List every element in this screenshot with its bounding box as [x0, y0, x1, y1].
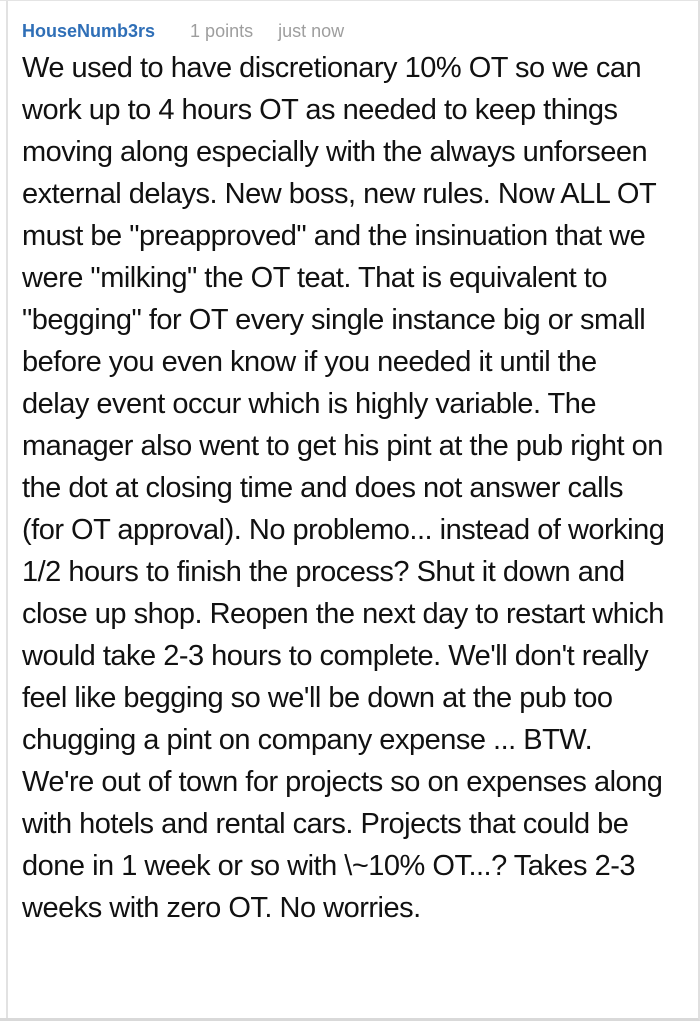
- comment-username-link[interactable]: HouseNumb3rs: [22, 21, 156, 41]
- comment-body-text: We used to have discretionary 10% OT so we can work up to 4 hours OT as needed to keep things moving along especially with the always unforseen external delays. New boss, new rules. Now ALL OT must be "preapproved" and the insinuation that we were "milking" the OT teat. That is equivalent to "begging" for OT every single instance big or small before you even know if you needed it until the delay event occur which is highly variable. The manager also went to get his pint at the pub right on the dot at closing time and does not answer calls (for OT approval). No problemo... instead of working 1/2 hours to finish the process? Shut it down and close up shop. Reopen the next day to restart which would take 2-3 hours to complete. We'll don't really feel like begging so we'll be down at the pub too chugging a pint on company expense ... BTW. We're out of town for projects so on expenses along with hotels and rental cars. Projects that could be done in 1 week or so with \~10% OT...? Takes 2-3 weeks with zero OT. No worries.: [22, 52, 665, 924]
- comment: [22, 1, 667, 929]
- comment-points: 1 points: [190, 21, 254, 41]
- comment-timestamp: just now: [278, 21, 345, 41]
- comment-header: [22, 1, 667, 42]
- comment-thread-line: [6, 1, 8, 1018]
